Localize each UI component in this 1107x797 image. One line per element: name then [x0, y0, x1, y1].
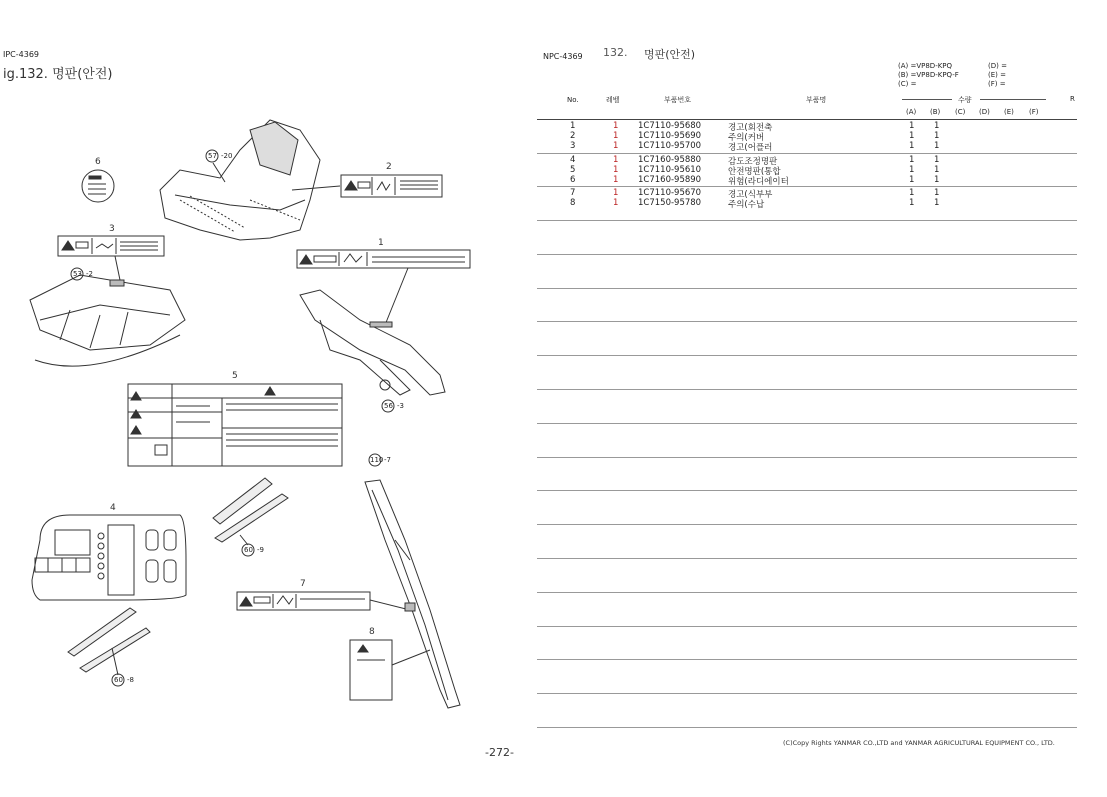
row-level: 1	[613, 121, 619, 131]
callout-8: 8	[369, 627, 375, 637]
rail-assembly-drawing	[365, 480, 460, 708]
header-level: 레벨	[606, 96, 620, 104]
group-rule	[537, 186, 1077, 187]
row-part: 1C7110-95670	[638, 188, 702, 198]
empty-rule	[537, 423, 1077, 424]
empty-rule	[537, 254, 1077, 255]
row-part: 1C7150-95780	[638, 198, 702, 208]
callout-60a: 60	[244, 546, 253, 554]
row-qty-b: 1	[934, 155, 940, 165]
empty-rule	[537, 321, 1077, 322]
empty-rule	[537, 490, 1077, 491]
label-8	[350, 640, 392, 700]
row-no: 8	[570, 198, 576, 208]
exploded-parts-diagram	[0, 0, 520, 720]
callout-4: 4	[110, 503, 116, 513]
empty-rule	[537, 592, 1077, 593]
row-part: 1C7160-95890	[638, 175, 702, 185]
model-e: (E) =	[988, 71, 1006, 79]
row-qty-b: 1	[934, 165, 940, 175]
model-b: (B) =VP8D-KPQ-F	[898, 71, 959, 79]
row-qty-b: 1	[934, 188, 940, 198]
row-level: 1	[613, 165, 619, 175]
row-name: 경고(어플러	[728, 143, 773, 153]
callout-6: 6	[95, 157, 101, 167]
row-qty-b: 1	[934, 141, 940, 151]
header-col-a: (A)	[906, 108, 917, 116]
row-qty-a: 1	[909, 175, 915, 185]
row-name: 안전명판(통합	[728, 167, 781, 177]
empty-rule	[537, 355, 1077, 356]
model-c: (C) =	[898, 80, 917, 88]
row-qty-a: 1	[909, 155, 915, 165]
callout-56-suffix: -3	[397, 402, 404, 410]
header-rule	[537, 119, 1077, 120]
row-no: 2	[570, 131, 576, 141]
row-qty-a: 1	[909, 121, 915, 131]
header-col-f: (F)	[1029, 108, 1039, 116]
row-name: 경고(식부부	[728, 190, 773, 200]
callout-56: 56	[384, 402, 393, 410]
callout-60a-suffix: -9	[257, 546, 264, 554]
row-name: 주의(커버	[728, 133, 765, 143]
label-1	[297, 250, 470, 268]
callout-57: 57	[208, 152, 217, 160]
row-part: 1C7110-95610	[638, 165, 702, 175]
label-7	[237, 592, 370, 610]
qty-rule-left	[902, 99, 952, 100]
callout-5: 5	[232, 371, 238, 381]
row-name: 위험(라디에이터	[728, 177, 789, 187]
label-2	[341, 175, 442, 197]
callout-60b: 60	[114, 676, 123, 684]
page-number: -272-	[485, 746, 514, 759]
row-part: 1C7110-95700	[638, 141, 702, 151]
row-qty-a: 1	[909, 198, 915, 208]
header-no: No.	[567, 96, 579, 104]
model-d: (D) =	[988, 62, 1007, 70]
decal-6-round	[82, 170, 114, 202]
row-part: 1C7110-95680	[638, 121, 702, 131]
row-no: 7	[570, 188, 576, 198]
row-no: 5	[570, 165, 576, 175]
callout-2: 2	[386, 162, 392, 172]
callout-57-suffix: -20	[221, 152, 233, 160]
row-qty-a: 1	[909, 141, 915, 151]
model-a: (A) =VP8D-KPQ	[898, 62, 953, 70]
callout-110: 110	[370, 456, 384, 464]
callout-1: 1	[378, 238, 384, 248]
empty-rule	[537, 524, 1077, 525]
header-part-name: 부품명	[806, 96, 827, 104]
label-5	[128, 384, 342, 466]
header-col-d: (D)	[979, 108, 990, 116]
left-figure-title: ig.132. 명판(안전)	[3, 67, 113, 82]
row-qty-b: 1	[934, 198, 940, 208]
right-page-code: NPC-4369	[543, 52, 583, 61]
row-qty-b: 1	[934, 121, 940, 131]
model-f: (F) =	[988, 80, 1006, 88]
row-part: 1C7110-95690	[638, 131, 702, 141]
header-remark: R	[1070, 95, 1075, 103]
row-no: 6	[570, 175, 576, 185]
empty-rule	[537, 626, 1077, 627]
row-no: 1	[570, 121, 576, 131]
row-name: 감도조정명판	[728, 157, 778, 167]
group-rule	[537, 153, 1077, 154]
callout-60b-suffix: -8	[127, 676, 134, 684]
row-level: 1	[613, 198, 619, 208]
row-level: 1	[613, 141, 619, 151]
row-level: 1	[613, 175, 619, 185]
row-level: 1	[613, 131, 619, 141]
empty-rule	[537, 659, 1077, 660]
empty-rule	[537, 693, 1077, 694]
callout-110-suffix: -7	[384, 456, 391, 464]
empty-rule	[537, 457, 1077, 458]
header-part-number: 부품번호	[664, 96, 692, 104]
row-qty-b: 1	[934, 131, 940, 141]
header-col-e: (E)	[1004, 108, 1014, 116]
row-qty-a: 1	[909, 188, 915, 198]
callout-53: 53	[73, 270, 82, 278]
left-page-code: IPC-4369	[3, 50, 40, 59]
row-qty-a: 1	[909, 165, 915, 175]
engine-cover-drawing	[160, 120, 320, 240]
row-no: 3	[570, 141, 576, 151]
empty-rule	[537, 389, 1077, 390]
callout-7: 7	[300, 579, 306, 589]
copyright: (C)Copy Rights YANMAR CO.,LTD and YANMAR AGRICULTURAL EQUIPMENT CO., LTD.	[783, 739, 1055, 747]
callout-53-suffix: -2	[86, 270, 93, 278]
header-col-b: (B)	[930, 108, 941, 116]
empty-rule	[537, 288, 1077, 289]
row-name: 경고(회전축	[728, 123, 773, 133]
right-title: 명판(안전)	[644, 48, 696, 61]
header-col-c: (C)	[955, 108, 966, 116]
empty-rule	[537, 727, 1077, 728]
row-qty-a: 1	[909, 131, 915, 141]
header-qty: 수량	[958, 96, 972, 104]
right-title-number: 132.	[603, 46, 628, 59]
row-level: 1	[613, 188, 619, 198]
row-qty-b: 1	[934, 175, 940, 185]
callout-3: 3	[109, 224, 115, 234]
frame-drawing	[30, 275, 185, 366]
empty-rule	[537, 220, 1077, 221]
shaft-assembly-drawing	[300, 290, 445, 395]
row-part: 1C7160-95880	[638, 155, 702, 165]
row-no: 4	[570, 155, 576, 165]
row-name: 주의(수납	[728, 200, 765, 210]
qty-rule-right	[980, 99, 1046, 100]
empty-rule	[537, 558, 1077, 559]
row-level: 1	[613, 155, 619, 165]
